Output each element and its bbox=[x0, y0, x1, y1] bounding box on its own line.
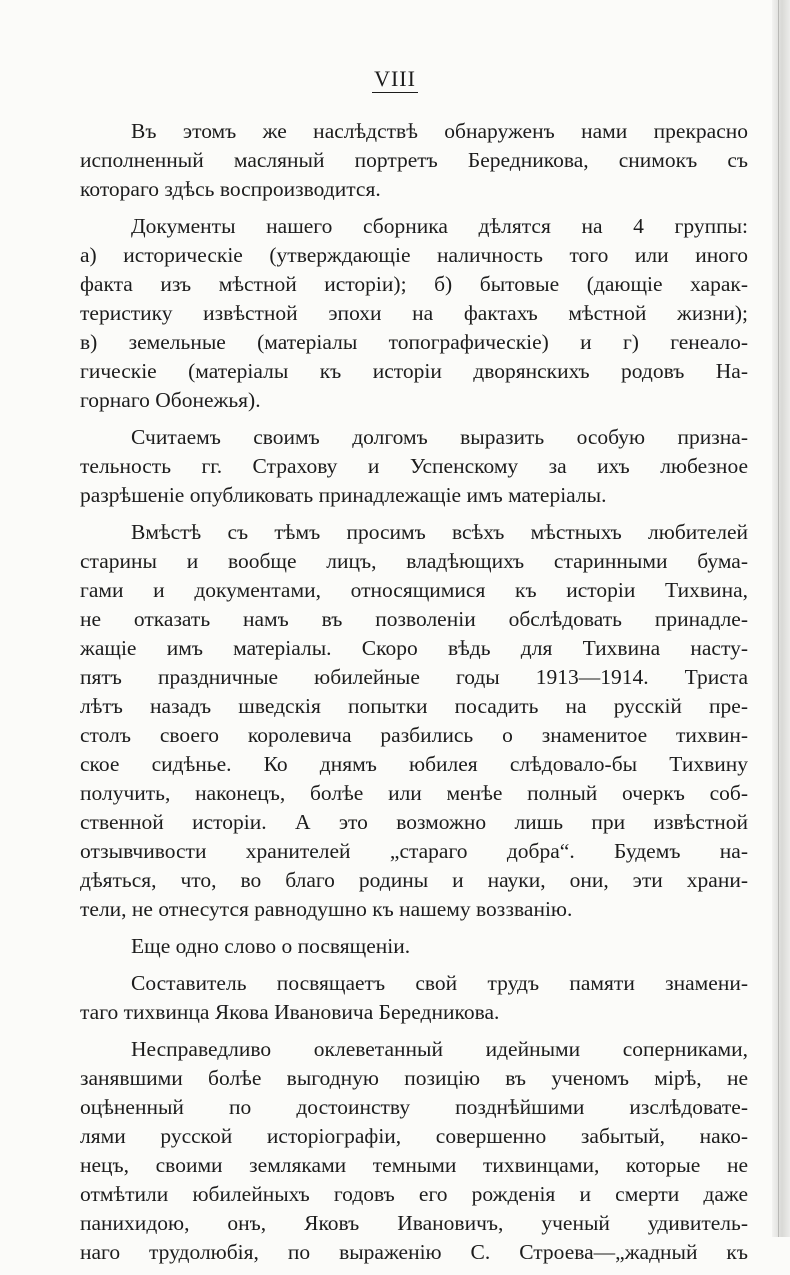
text-line: оцѣненный по достоинству позднѣйшими изслѣдовате- bbox=[80, 1095, 748, 1119]
text-line: котораго здѣсь воспроизводится. bbox=[80, 177, 381, 201]
text-line: лѣтъ назадъ шведскія попытки посадить на русскій пре- bbox=[80, 694, 748, 718]
text-line: Составитель посвящаетъ свой трудъ памяти знамени- bbox=[131, 971, 748, 995]
paragraph bbox=[80, 423, 748, 510]
text-line: исполненный масляный портретъ Бередникова, снимокъ съ bbox=[80, 148, 748, 172]
text-line: Вмѣстѣ съ тѣмъ просимъ всѣхъ мѣстныхъ любителей bbox=[131, 520, 748, 544]
text-line: таго тихвинца Якова Ивановича Бередникова. bbox=[80, 1000, 500, 1024]
text-line: разрѣшеніе опубликовать принадлежащіе имъ матеріалы. bbox=[80, 483, 607, 507]
text-line: Въ этомъ же наслѣдствѣ обнаруженъ нами прекрасно bbox=[131, 119, 748, 143]
text-line: а) историческіе (утверждающіе наличность того или иного bbox=[80, 243, 748, 267]
text-line: пятъ праздничные юбилейные годы 1913—1914. Триста bbox=[80, 665, 748, 689]
text-line: отмѣтили юбилейныхъ годовъ его рожденія и смерти даже bbox=[80, 1182, 748, 1206]
text-line: Документы нашего сборника дѣлятся на 4 группы: bbox=[131, 214, 748, 238]
body-text bbox=[80, 117, 748, 1275]
text-line: горнаго Обонежья). bbox=[80, 388, 261, 412]
text-line: гическіе (матеріалы къ исторіи дворянскихъ родовъ На- bbox=[80, 359, 748, 383]
text-line: Считаемъ своимъ долгомъ выразить особую призна- bbox=[131, 425, 748, 449]
text-line: ское сидѣнье. Ко днямъ юбилея слѣдовало-бы Тихвину bbox=[80, 752, 748, 776]
paragraph bbox=[80, 212, 748, 415]
text-line: нецъ, своими земляками темными тихвинцами, которые не bbox=[80, 1153, 748, 1177]
text-line: гами и документами, относящимися къ исторіи Тихвина, bbox=[80, 578, 748, 602]
text-line: Несправедливо оклеветанный идейными соперниками, bbox=[131, 1037, 748, 1061]
text-line: дѣяться, что, во благо родины и науки, они, эти храни- bbox=[80, 868, 748, 892]
text-line: получить, наконецъ, болѣе или менѣе полный очеркъ соб- bbox=[80, 781, 748, 805]
text-line: панихидою, онъ, Яковъ Ивановичъ, ученый удивитель- bbox=[80, 1211, 748, 1235]
text-line: столъ своего королевича разбились о знаменитое тихвин- bbox=[80, 723, 748, 747]
text-line: отзывчивости хранителей „стараго добра“. Будемъ на- bbox=[80, 839, 748, 863]
text-line: тельность гг. Страхову и Успенскому за ихъ любезное bbox=[80, 454, 748, 478]
text-line: ственной исторіи. А это возможно лишь при извѣстной bbox=[80, 810, 748, 834]
text-line: жащіе имъ матеріалы. Скоро вѣдь для Тихвина насту- bbox=[80, 636, 748, 660]
text-line: в) земельные (матеріалы топографическіе) и г) генеало- bbox=[80, 330, 748, 354]
page-number-text: VIII bbox=[374, 66, 416, 91]
paragraph bbox=[80, 117, 748, 204]
page-number bbox=[0, 66, 790, 93]
text-line: Еще одно слово о посвященіи. bbox=[131, 934, 411, 958]
text-line: наго трудолюбія, по выраженію С. Строева—„жадный къ bbox=[80, 1240, 748, 1264]
paragraph bbox=[80, 518, 748, 924]
text-line: факта изъ мѣстной исторіи); б) бытовые (дающіе харак- bbox=[80, 272, 748, 296]
text-line: занявшими болѣе выгодную позицію въ ученомъ мірѣ, не bbox=[80, 1066, 748, 1090]
text-line: старины и вообще лицъ, владѣющихъ старинными бума- bbox=[80, 549, 748, 573]
paragraph bbox=[80, 1035, 748, 1267]
text-line: лями русской исторіографіи, совершенно забытый, нако- bbox=[80, 1124, 748, 1148]
text-line: тели, не отнесутся равнодушно къ нашему воззванію. bbox=[80, 897, 573, 921]
page-edge bbox=[772, 0, 790, 1237]
paragraph bbox=[80, 969, 748, 1027]
text-line: не отказать намъ въ позволеніи обслѣдовать принадле- bbox=[80, 607, 748, 631]
paragraph bbox=[80, 932, 748, 961]
text-line: теристику извѣстной эпохи на фактахъ мѣстной жизни); bbox=[80, 301, 748, 325]
